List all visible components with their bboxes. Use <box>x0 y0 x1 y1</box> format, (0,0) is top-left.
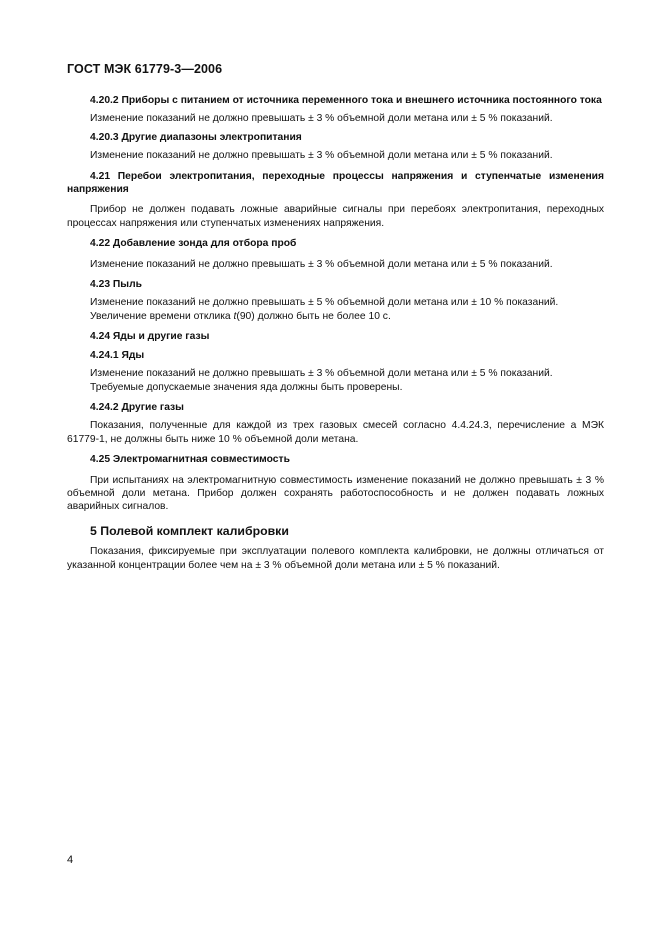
heading-section-5: 5 Полевой комплект калибровки <box>90 523 289 538</box>
heading-4-24-2: 4.24.2 Другие газы <box>90 401 184 413</box>
page-number: 4 <box>67 854 74 866</box>
heading-4-24-1: 4.24.1 Яды <box>90 349 145 361</box>
paragraph-section-5: Показания, фиксируемые при эксплуатации полевого комплекта калибровки, не должны отличаться от указанной концентрации более чем на ± 3 % объемной доли метана или ± 5 % показаний. <box>67 546 604 571</box>
heading-4-24: 4.24 Яды и другие газы <box>90 331 210 343</box>
response-time-symbol: t <box>233 310 237 322</box>
heading-4-20-3: 4.20.3 Другие диапазоны электропитания <box>90 131 302 143</box>
paragraph-4-24-1: Изменение показаний не должно превышать ± 3 % объемной доли метана или ± 5 % показаний. <box>90 368 553 380</box>
paragraph-4-24-2: Показания, полученные для каждой из трех газовых смесей согласно 4.4.24.3, перечисление а МЭК 61779-1, не должны быть ниже 10 % объемной доли метана. <box>67 420 604 445</box>
response-time-text-after: (90) должно быть не более 10 с. <box>236 310 391 322</box>
paragraph-4-20-3: Изменение показаний не должно превышать ± 3 % объемной доли метана или ± 5 % показаний. <box>90 150 553 162</box>
paragraph-4-23-response-time <box>67 310 604 323</box>
paragraph-4-23: Изменение показаний не должно превышать ± 5 % объемной доли метана или ± 10 % показаний. <box>90 297 559 309</box>
heading-4-20-2: 4.20.2 Приборы с питанием от источника переменного тока и внешнего источника постоянного тока <box>90 95 602 106</box>
heading-4-22: 4.22 Добавление зонда для отбора проб <box>90 238 297 250</box>
heading-4-21: 4.21 Перебои электропитания, переходные процессы напряжения и ступенчатые изменения напряжения <box>67 170 604 196</box>
paragraph-4-22: Изменение показаний не должно превышать ± 3 % объемной доли метана или ± 5 % показаний. <box>90 258 553 270</box>
heading-4-23: 4.23 Пыль <box>90 279 142 291</box>
paragraph-4-24-1-second: Требуемые допускаемые значения яда должны быть проверены. <box>90 381 403 393</box>
heading-4-25: 4.25 Электромагнитная совместимость <box>90 454 290 466</box>
document-code-header: ГОСТ МЭК 61779-3—2006 <box>67 62 223 76</box>
paragraph-4-25: При испытаниях на электромагнитную совместимость изменение показаний не должно превышать ± 3 % объемной доли метана. Прибор должен сохранять работоспособность и не должен подавать ложных аварийных сигналов. <box>67 474 604 513</box>
paragraph-4-20-2: Изменение показаний не должно превышать ± 3 % объемной доли метана или ± 5 % показаний. <box>90 113 553 125</box>
document-body <box>67 94 604 572</box>
response-time-text-before: Увеличение времени отклика <box>90 310 234 322</box>
paragraph-4-21: Прибор не должен подавать ложные аварийные сигналы при перебоях электропитания, переходных процессах напряжения или ступенчатых изменениях напряжения. <box>67 204 604 229</box>
